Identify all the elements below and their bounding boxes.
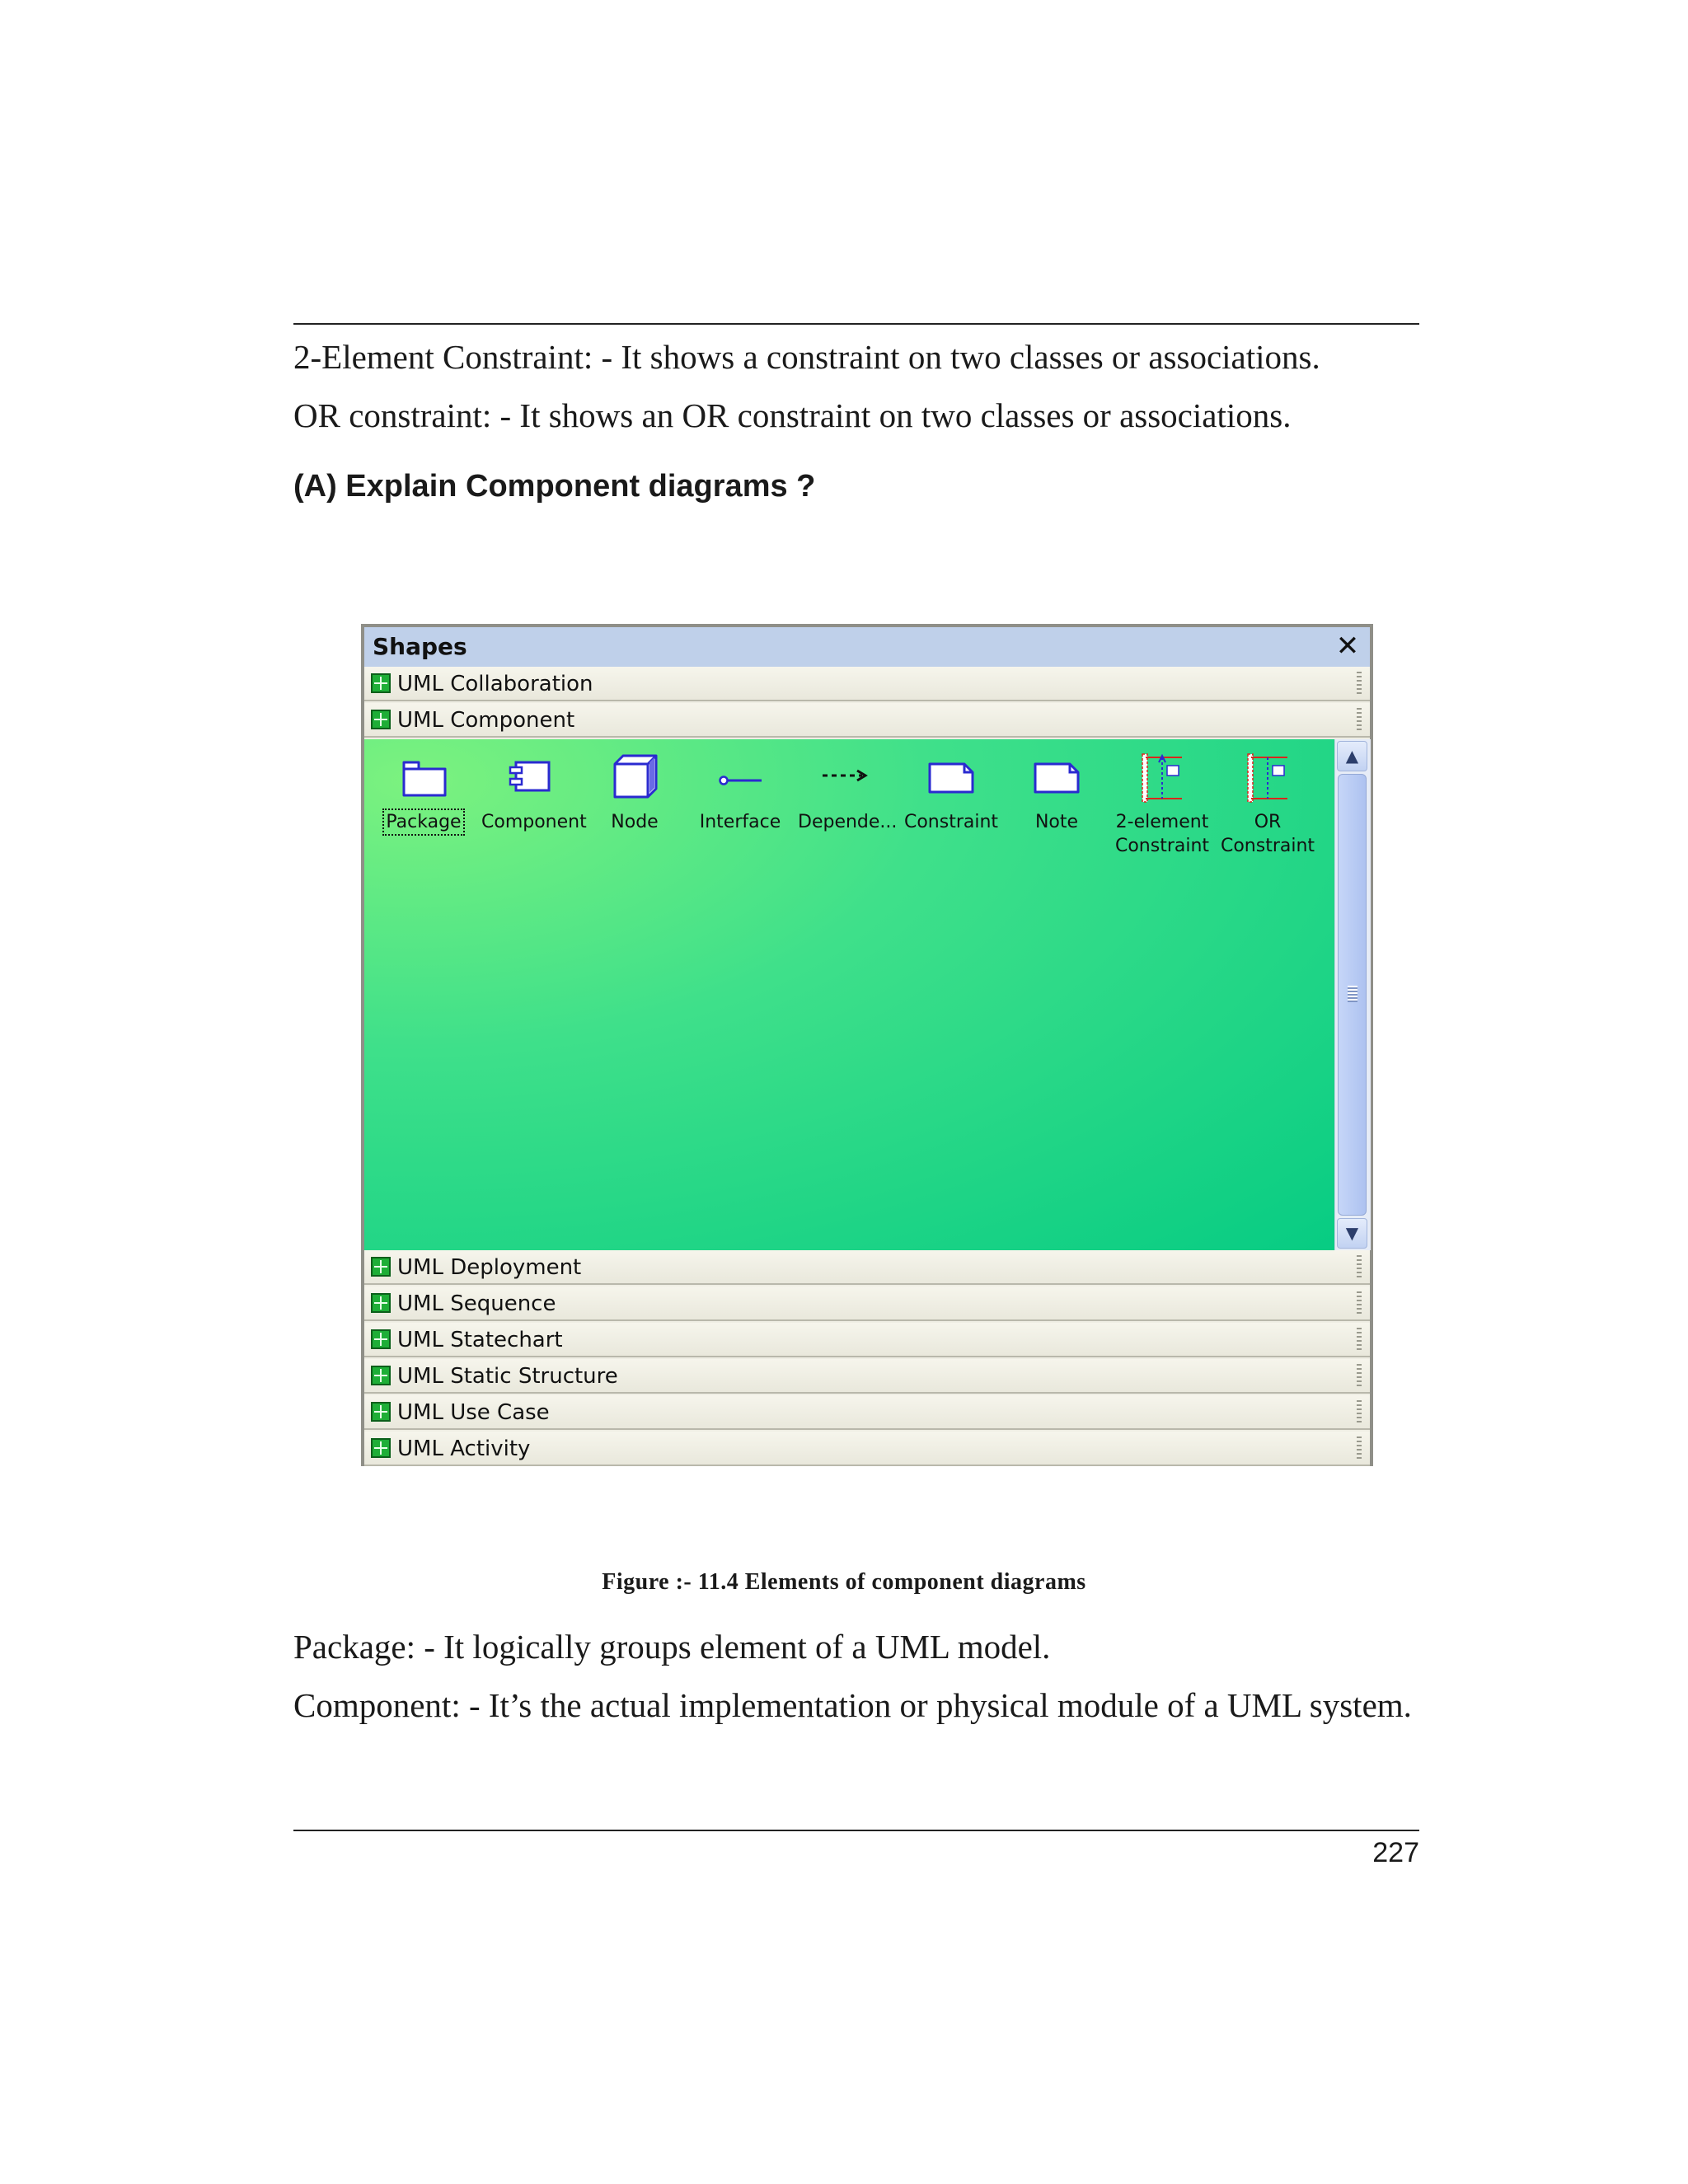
header-rule [293, 323, 1419, 325]
vertical-scrollbar[interactable] [1334, 739, 1371, 1250]
stencil-icon [371, 1402, 391, 1422]
stencil-icon [371, 673, 391, 693]
shape-package[interactable] [374, 751, 473, 834]
or-constraint-icon [1241, 751, 1294, 804]
category-label: UML Activity [397, 1436, 531, 1461]
window-title: Shapes [373, 633, 467, 660]
shape-label: Component [481, 812, 587, 832]
category-uml-collaboration[interactable] [364, 667, 1370, 701]
interface-icon [714, 751, 767, 804]
thumb-grip-icon [1348, 986, 1357, 1002]
shape-label: OR Constraint [1220, 812, 1315, 856]
shape-two-element-constraint[interactable] [1113, 751, 1212, 858]
shape-label: Node [611, 812, 659, 832]
stencil-icon [371, 1329, 391, 1349]
category-label: UML Use Case [397, 1400, 550, 1425]
category-uml-deployment[interactable] [364, 1250, 1370, 1285]
category-uml-component[interactable] [364, 703, 1370, 738]
stencil-icon [371, 1257, 391, 1277]
scroll-up-button[interactable]: ▲ [1337, 741, 1367, 771]
section-heading: (A) Explain Component diagrams ? [293, 469, 816, 504]
package-paragraph: Package: - It logically groups element of a UML model. [293, 1628, 1051, 1666]
grip-icon [1357, 1364, 1362, 1387]
or-constraint-paragraph: OR constraint: - It shows an OR constraint on two classes or associations. [293, 396, 1292, 434]
shapes-window [361, 624, 1373, 1466]
shape-note[interactable] [1007, 751, 1106, 834]
node-icon [608, 751, 661, 804]
shape-label: 2-element Constraint [1114, 812, 1210, 856]
shape-label: Depende... [798, 812, 898, 832]
stencil-icon [371, 710, 391, 729]
shape-label: Package [386, 812, 462, 832]
figure-caption: Figure :- 11.4 Elements of component diagrams [602, 1569, 1086, 1595]
shape-interface[interactable] [691, 751, 790, 834]
stencil-icon [371, 1438, 391, 1458]
package-icon [397, 751, 450, 804]
shape-label: Constraint [903, 812, 999, 832]
category-uml-statechart[interactable] [364, 1323, 1370, 1357]
category-label: UML Static Structure [397, 1364, 618, 1389]
scroll-thumb[interactable] [1338, 774, 1367, 1216]
note-icon [1030, 751, 1083, 804]
category-uml-use-case[interactable] [364, 1395, 1370, 1430]
stencil-icon [371, 1293, 391, 1313]
page-number: 227 [1372, 1837, 1419, 1868]
close-button[interactable]: ✕ [1335, 630, 1360, 663]
category-uml-static-structure[interactable] [364, 1359, 1370, 1394]
footer-rule [293, 1830, 1419, 1831]
grip-icon [1357, 1436, 1362, 1460]
grip-icon [1357, 1291, 1362, 1315]
shapes-titlebar [364, 627, 1370, 668]
category-label: UML Statechart [397, 1328, 563, 1352]
shape-dependency[interactable] [796, 751, 898, 834]
category-uml-sequence[interactable] [364, 1286, 1370, 1321]
two-element-constraint-icon [1136, 751, 1189, 804]
shape-node[interactable] [585, 751, 684, 834]
category-uml-activity[interactable] [364, 1432, 1370, 1466]
grip-icon [1357, 672, 1362, 695]
shape-label: Interface [699, 812, 781, 832]
scroll-down-button[interactable]: ▼ [1337, 1218, 1367, 1249]
grip-icon [1357, 1255, 1362, 1278]
shape-component[interactable] [480, 751, 587, 834]
category-label: UML Collaboration [397, 672, 593, 696]
shapes-content-area [364, 739, 1334, 1250]
shape-constraint[interactable] [902, 751, 1001, 834]
grip-icon [1357, 1328, 1362, 1351]
grip-icon [1357, 1400, 1362, 1423]
stencil-icon [371, 1366, 391, 1385]
category-label: UML Sequence [397, 1291, 556, 1316]
category-label: UML Deployment [397, 1255, 582, 1280]
shape-or-constraint[interactable] [1218, 751, 1317, 858]
grip-icon [1357, 708, 1362, 731]
two-element-constraint-paragraph: 2-Element Constraint: - It shows a constraint on two classes or associations. [293, 338, 1320, 376]
component-icon [503, 751, 556, 804]
shape-label: Note [1034, 812, 1079, 832]
dependency-icon [819, 751, 872, 804]
component-paragraph: Component: - It’s the actual implementation or physical module of a UML system. [293, 1686, 1412, 1724]
category-label: UML Component [397, 708, 575, 733]
constraint-icon [925, 751, 978, 804]
